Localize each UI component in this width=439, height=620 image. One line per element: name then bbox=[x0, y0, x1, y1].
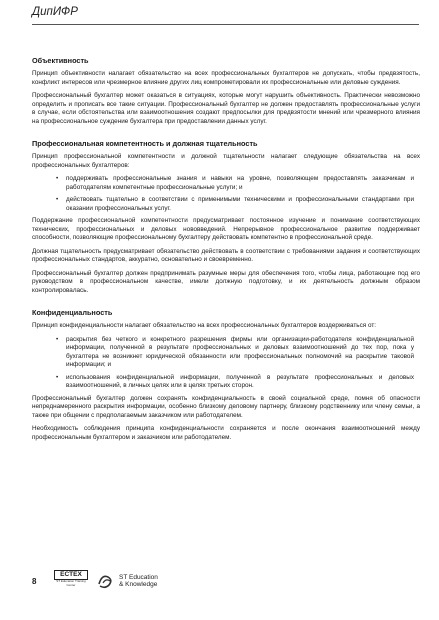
paragraph: Принцип профессиональной компетентности и должной тщательности налагает следующие обязательства на всех профессиональных бухгалтеров: bbox=[32, 153, 420, 169]
section-heading: Конфиденциальность bbox=[32, 308, 113, 317]
header-divider bbox=[32, 24, 419, 25]
st-education-logo-text bbox=[119, 574, 158, 589]
bullet-icon: • bbox=[56, 373, 59, 381]
section bbox=[32, 308, 420, 442]
ectex-logo-mark: ECTEX bbox=[54, 570, 88, 580]
st-education-logo-icon bbox=[96, 572, 116, 590]
list-item bbox=[56, 196, 420, 213]
page-header-title: ДипИФР bbox=[32, 6, 78, 18]
bullet-list bbox=[32, 336, 420, 391]
section-heading: Профессиональная компетентность и должная тщательность bbox=[32, 139, 258, 148]
paragraph: Профессиональный бухгалтер может оказаться в ситуациях, которые могут нарушить объективность. Практически невозможно определить и прописать все такие ситуации. Профессиональный бухгалтер не должен предоставлять профессиональные услуги в случае, если обстоятельства или взаимоотношения создают предпосылки для предвзятости мнений или чрезмерного влияния на профессиональное суждение бухгалтера при предоставлении данных услуг. bbox=[32, 92, 420, 125]
st-education-logo-line2: & Knowledge bbox=[119, 581, 158, 588]
bullet-icon: • bbox=[56, 335, 59, 343]
bullet-icon: • bbox=[56, 196, 59, 203]
paragraph: Профессиональный бухгалтер должен предпринимать разумные меры для обеспечения того, чтобы лица, работающие под его руководством в профессиональном качестве, имели должную подготовку, и их деятельность должным образом контролировалась. bbox=[32, 269, 420, 294]
page-number: 8 bbox=[32, 577, 37, 586]
list-item bbox=[56, 175, 420, 192]
paragraph: Поддержание профессиональной компетентности предусматривает постоянное изучение и понимание соответствующих технических, профессиональных и деловых нововведений. Непрерывное профессиональное развитие поддерживает способности, позволяющие профессиональному бухгалтеру действовать компетентно в профессиональной среде. bbox=[32, 217, 420, 241]
list-item bbox=[56, 373, 420, 391]
list-item-text: раскрытия без четкого и конкретного разрешения фирмы или организации-работодателя конфиденциальной информации, полученной в результате профессиональных и деловых взаимоотношений до тех пор, пока у бухгалтера не возникнет юридической обязанности или профессиональных полномочий на раскрытие таковой информации; и bbox=[66, 335, 414, 368]
list-item bbox=[56, 335, 420, 370]
st-education-logo-line1: ST Education bbox=[119, 573, 158, 581]
paragraph: Принцип конфиденциальности налагает обязательство на всех профессиональных бухгалтеров воздерживаться от: bbox=[32, 322, 377, 329]
paragraph: Профессиональный бухгалтер должен сохранять конфиденциальность в своей социальной среде, помня об опасности непреднамеренного раскрытия информации, особенно близкому деловому партнеру, близкому родственнику или члену семьи, а также при общении с предполагаемым заказчиком или работодателем. bbox=[32, 394, 420, 419]
list-item-text: поддерживать профессиональные знания и навыки на уровне, позволяющем предоставлять заказчикам и работодателям компетентные профессиональные услуги; и bbox=[66, 175, 414, 191]
paragraph: Принцип объективности налагает обязательство на всех профессиональных бухгалтеров не допускать, чтобы предвзятость, конфликт интересов или чрезмерное влияние других лиц компрометировали их профессиональные или деловые суждения. bbox=[32, 70, 420, 86]
section-heading: Объективность bbox=[32, 56, 89, 65]
list-item-text: использования конфиденциальной информации, полученной в результате профессиональных и деловых взаимоотношений, в личных целях или в целях третьих сторон. bbox=[66, 373, 414, 389]
bullet-list bbox=[32, 175, 420, 213]
document-body bbox=[32, 56, 420, 455]
bullet-icon: • bbox=[56, 175, 59, 182]
section bbox=[32, 139, 420, 295]
paragraph: Необходимость соблюдения принципа конфиденциальности сохраняется и после окончания взаимоотношений между профессиональным бухгалтером и заказчиком или работодателем. bbox=[32, 425, 420, 441]
list-item-text: действовать тщательно в соответствии с применимыми техническими и профессиональными стандартами при оказании профессиональных услуг. bbox=[66, 196, 414, 212]
ectex-logo bbox=[54, 570, 88, 590]
st-education-logo bbox=[96, 570, 158, 592]
paragraph: Должная тщательность предусматривает обязательство действовать в соответствии с требованиями задания и соответствующих профессиональных стандартов, аккуратно, основательно и своевременно. bbox=[32, 247, 420, 263]
section bbox=[32, 56, 420, 126]
ectex-logo-caption: ST Education Training Center bbox=[56, 579, 86, 587]
